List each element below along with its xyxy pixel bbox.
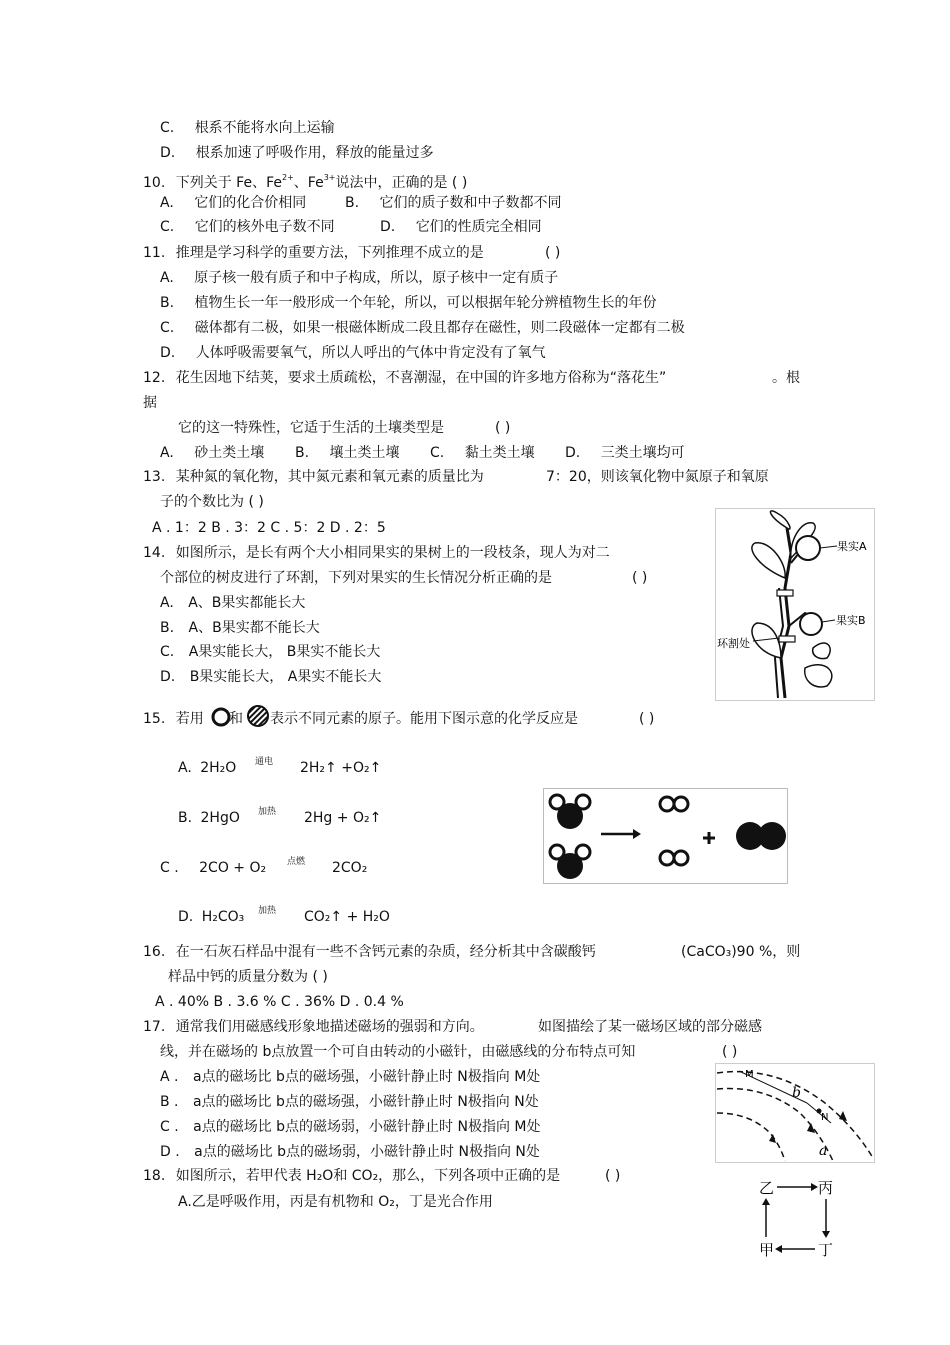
equation-left: 2HgO <box>200 810 240 826</box>
option-text: a点的磁场比 b点的磁场强，小磁针静止时 N极指向 N处 <box>192 1094 539 1110</box>
equation-right: 2Hg + O₂↑ <box>304 810 382 826</box>
option-text: A果实能长大， B果实不能长大 <box>188 644 381 660</box>
label-ding: 丁 <box>818 1241 834 1259</box>
option-text: a点的磁场比 b点的磁场弱，小磁针静止时 N极指向 N处 <box>194 1144 540 1160</box>
label-jia: 甲 <box>759 1241 775 1259</box>
q15-stem <box>143 710 204 728</box>
option-letter: B. <box>345 195 360 211</box>
q11-option-c <box>160 319 685 337</box>
q14-stem <box>143 544 610 562</box>
stem-text: 花生因地下结荚，要求土质疏松，不喜潮湿，在中国的许多地方俗称为“落花生” <box>175 370 667 386</box>
superscript: 2+ <box>281 173 294 182</box>
q12-option-a <box>160 444 264 462</box>
option-letter: D. <box>160 145 176 161</box>
q17-stem <box>143 1018 484 1036</box>
q15-option-b <box>178 809 240 827</box>
option-letter: B. <box>178 810 193 826</box>
stem-continuation: 7：20，则该氧化物中氮原子和氧原 <box>546 469 769 485</box>
option-letter: C. <box>160 644 175 660</box>
stem-text: 它的这一特殊性，它适于生活的土壤类型是 <box>178 420 444 436</box>
label-yi: 乙 <box>759 1179 775 1197</box>
stem-continuation: 子的个数比为 ( ) <box>160 494 264 510</box>
stem-and: 和 <box>229 711 243 727</box>
q9-option-c <box>160 119 335 137</box>
q14-option-d <box>160 668 381 686</box>
option-text: A、B果实都能长大 <box>188 595 306 611</box>
stem-text: 通常我们用磁感线形象地描述磁场的强弱和方向。 <box>175 1019 484 1035</box>
option-text: 它们的质子数和中子数都不同 <box>379 195 562 211</box>
q16-options: A . 40% B . 3.6 % C . 36% D . 0.4 % <box>155 994 404 1010</box>
q15-option-c <box>160 859 266 877</box>
label-girdle: 环割处 <box>717 637 750 650</box>
equation-right: 2H₂↑ +O₂↑ <box>300 760 382 776</box>
stem-continuation: 据 <box>143 395 157 411</box>
reaction-condition: 点燃 <box>287 857 306 867</box>
option-text: 原子核一般有质子和中子构成，所以，原子核中一定有质子 <box>194 270 559 286</box>
q18-option-a <box>178 1193 493 1211</box>
answer-paren: ( ) <box>632 570 648 586</box>
option-letter: A. <box>160 595 174 611</box>
stem-continuation: 样品中钙的质量分数为 ( ) <box>168 969 328 985</box>
option-text: a点的磁场比 b点的磁场弱，小磁针静止时 N极指向 M处 <box>193 1119 541 1135</box>
equation-left: H₂CO₃ <box>201 909 245 925</box>
option-letter: A. <box>160 270 174 286</box>
q11-option-b <box>160 294 657 312</box>
fruit-a-circle <box>796 536 820 560</box>
option-text: A、B果实都不能长大 <box>188 620 320 636</box>
option-letter: C. <box>160 219 175 235</box>
stem-text: 如图所示，若甲代表 H₂O和 CO₂，那么，下列各项中正确的是 <box>175 1168 561 1184</box>
option-letter: D . <box>160 1144 180 1160</box>
q12-option-c <box>430 444 535 462</box>
q13-options: A . 1：2 B . 3：2 C . 5：2 D . 2：5 <box>152 520 386 536</box>
q15-option-a <box>178 759 236 777</box>
q16-stem <box>143 943 596 961</box>
reaction-condition: 加热 <box>258 906 277 916</box>
cycle-figure <box>755 1173 840 1263</box>
option-text: 三类土壤均可 <box>600 445 685 461</box>
option-letter: C. <box>160 120 175 136</box>
answer-paren: ( ) <box>495 420 511 436</box>
q15-option-d <box>178 908 244 926</box>
option-letter: D. <box>565 445 581 461</box>
option-letter: A. <box>178 760 192 776</box>
q10-option-b <box>345 194 562 212</box>
stem-continuation: 个部位的树皮进行了环割，下列对果实的生长情况分析正确的是 <box>160 570 552 586</box>
q9-option-d <box>160 144 434 162</box>
option-text: 黏土类土壤 <box>464 445 535 461</box>
option-text: 磁体都有二极，如果一根磁体断成二段且都存在磁性，则二段磁体一定都有二极 <box>194 320 685 336</box>
q18-stem <box>143 1167 560 1185</box>
option-letter: B . <box>160 1094 179 1110</box>
q17-option-b <box>160 1093 539 1111</box>
option-letter: C . <box>160 860 179 876</box>
option-text: B果实能长大， A果实不能长大 <box>189 669 382 685</box>
stem-text: 表示不同元素的原子。能用下图示意的化学反应是 <box>270 711 578 727</box>
answer-paren: ( ) <box>722 1044 738 1060</box>
answer-paren: ( ) <box>639 711 655 727</box>
q14-option-c <box>160 643 380 661</box>
option-text: 它们的化合价相同 <box>194 195 307 211</box>
stem-part: 下列关于 Fe、Fe <box>175 175 282 191</box>
option-text: 根系加速了呼吸作用，释放的能量过多 <box>195 145 434 161</box>
equation-left: 2CO + O₂ <box>199 860 267 876</box>
hatched-atom-icon <box>245 704 271 728</box>
answer-paren: ( ) <box>605 1168 621 1184</box>
option-text: 壤土类土壤 <box>329 445 400 461</box>
question-number: 17. <box>143 1019 166 1035</box>
option-letter: D. <box>380 219 396 235</box>
question-number: 16. <box>143 944 166 960</box>
option-text: 乙是呼吸作用，丙是有机物和 O₂，丁是光合作用 <box>191 1194 493 1210</box>
stem-text: 推理是学习科学的重要方法，下列推理不成立的是 <box>175 245 484 261</box>
q12-option-b <box>295 444 400 462</box>
option-letter: D. <box>160 345 176 361</box>
option-letter: D. <box>178 909 194 925</box>
q12-option-d <box>565 444 685 462</box>
label-a: a <box>819 1143 828 1159</box>
question-number: 15. <box>143 711 166 727</box>
stem-part: 说法中，正确的是 ( ) <box>335 175 468 191</box>
question-number: 12. <box>143 370 166 386</box>
reaction-diagram <box>543 788 788 884</box>
label-b: b <box>792 1085 801 1101</box>
q14-option-a <box>160 594 305 612</box>
label-n: N <box>821 1112 829 1123</box>
stem-text: 在一石灰石样品中混有一些不含钙元素的杂质，经分析其中含碳酸钙 <box>175 944 596 960</box>
option-text: 人体呼吸需要氧气，所以人呼出的气体中肯定没有了氧气 <box>195 345 546 361</box>
q10-stem <box>143 169 467 192</box>
question-number: 13. <box>143 469 166 485</box>
option-letter: A. <box>160 195 174 211</box>
superscript: 3+ <box>323 173 336 182</box>
q17-option-a <box>160 1068 540 1086</box>
stem-part: 、Fe <box>293 175 324 191</box>
option-text: 植物生长一年一般形成一个年轮，所以，可以根据年轮分辨植物生长的年份 <box>194 295 657 311</box>
label-fruit-b: 果实B <box>836 614 866 627</box>
stem-continuation: (CaCO₃)90 %，则 <box>681 944 801 960</box>
label-m: M <box>745 1069 754 1080</box>
q13-stem <box>143 468 484 486</box>
equation-left: 2H₂O <box>200 760 237 776</box>
option-letter: C. <box>430 445 445 461</box>
option-text: 根系不能将水向上运输 <box>194 120 335 136</box>
answer-paren: ( ) <box>545 245 561 261</box>
question-number: 18. <box>143 1168 166 1184</box>
stem-text: 若用 <box>175 711 204 727</box>
option-letter: D. <box>160 669 176 685</box>
option-letter: A. <box>178 1194 192 1210</box>
option-letter: C. <box>160 320 175 336</box>
question-number: 11. <box>143 245 166 261</box>
fruit-b-circle <box>800 613 822 635</box>
stem-continuation: 线，并在磁场的 b点放置一个可自由转动的小磁针，由磁感线的分布特点可知 <box>160 1044 636 1060</box>
question-number: 10. <box>143 175 166 191</box>
stem-text: 如图所示，是长有两个大小相同果实的果树上的一段枝条，现人为对二 <box>175 545 610 561</box>
reaction-condition: 加热 <box>258 807 277 817</box>
option-text: 砂土类土壤 <box>194 445 265 461</box>
option-text: 它们的核外电子数不同 <box>194 219 335 235</box>
fruit-branch-figure <box>715 508 875 701</box>
q10-option-c <box>160 218 335 236</box>
q11-option-a <box>160 269 558 287</box>
magnetic-field-figure <box>715 1063 875 1163</box>
stem-continuation: 如图描绘了某一磁场区域的部分磁感 <box>538 1019 762 1035</box>
option-text: 它们的性质完全相同 <box>415 219 542 235</box>
q14-option-b <box>160 619 320 637</box>
label-bing: 丙 <box>818 1179 834 1197</box>
option-letter: B. <box>160 620 175 636</box>
option-letter: C . <box>160 1119 179 1135</box>
q11-stem <box>143 244 484 262</box>
q17-option-d <box>160 1143 540 1161</box>
q17-option-c <box>160 1118 541 1136</box>
stem-text: 某种氮的氧化物，其中氮元素和氧元素的质量比为 <box>175 469 484 485</box>
label-fruit-a: 果实A <box>837 540 867 553</box>
question-number: 14. <box>143 545 166 561</box>
option-text: a点的磁场比 b点的磁场强，小磁针静止时 N极指向 M处 <box>192 1069 541 1085</box>
option-letter: B. <box>295 445 310 461</box>
equation-right: CO₂↑ + H₂O <box>304 909 390 925</box>
q11-option-d <box>160 344 546 362</box>
equation-right: 2CO₂ <box>332 860 368 876</box>
option-letter: B. <box>160 295 175 311</box>
q10-option-d <box>380 218 542 236</box>
stem-continuation: 。根 <box>772 370 800 386</box>
q12-stem <box>143 369 666 387</box>
q10-option-a <box>160 194 306 212</box>
option-letter: A . <box>160 1069 179 1085</box>
reaction-condition: 通电 <box>255 757 274 767</box>
option-letter: A. <box>160 445 174 461</box>
